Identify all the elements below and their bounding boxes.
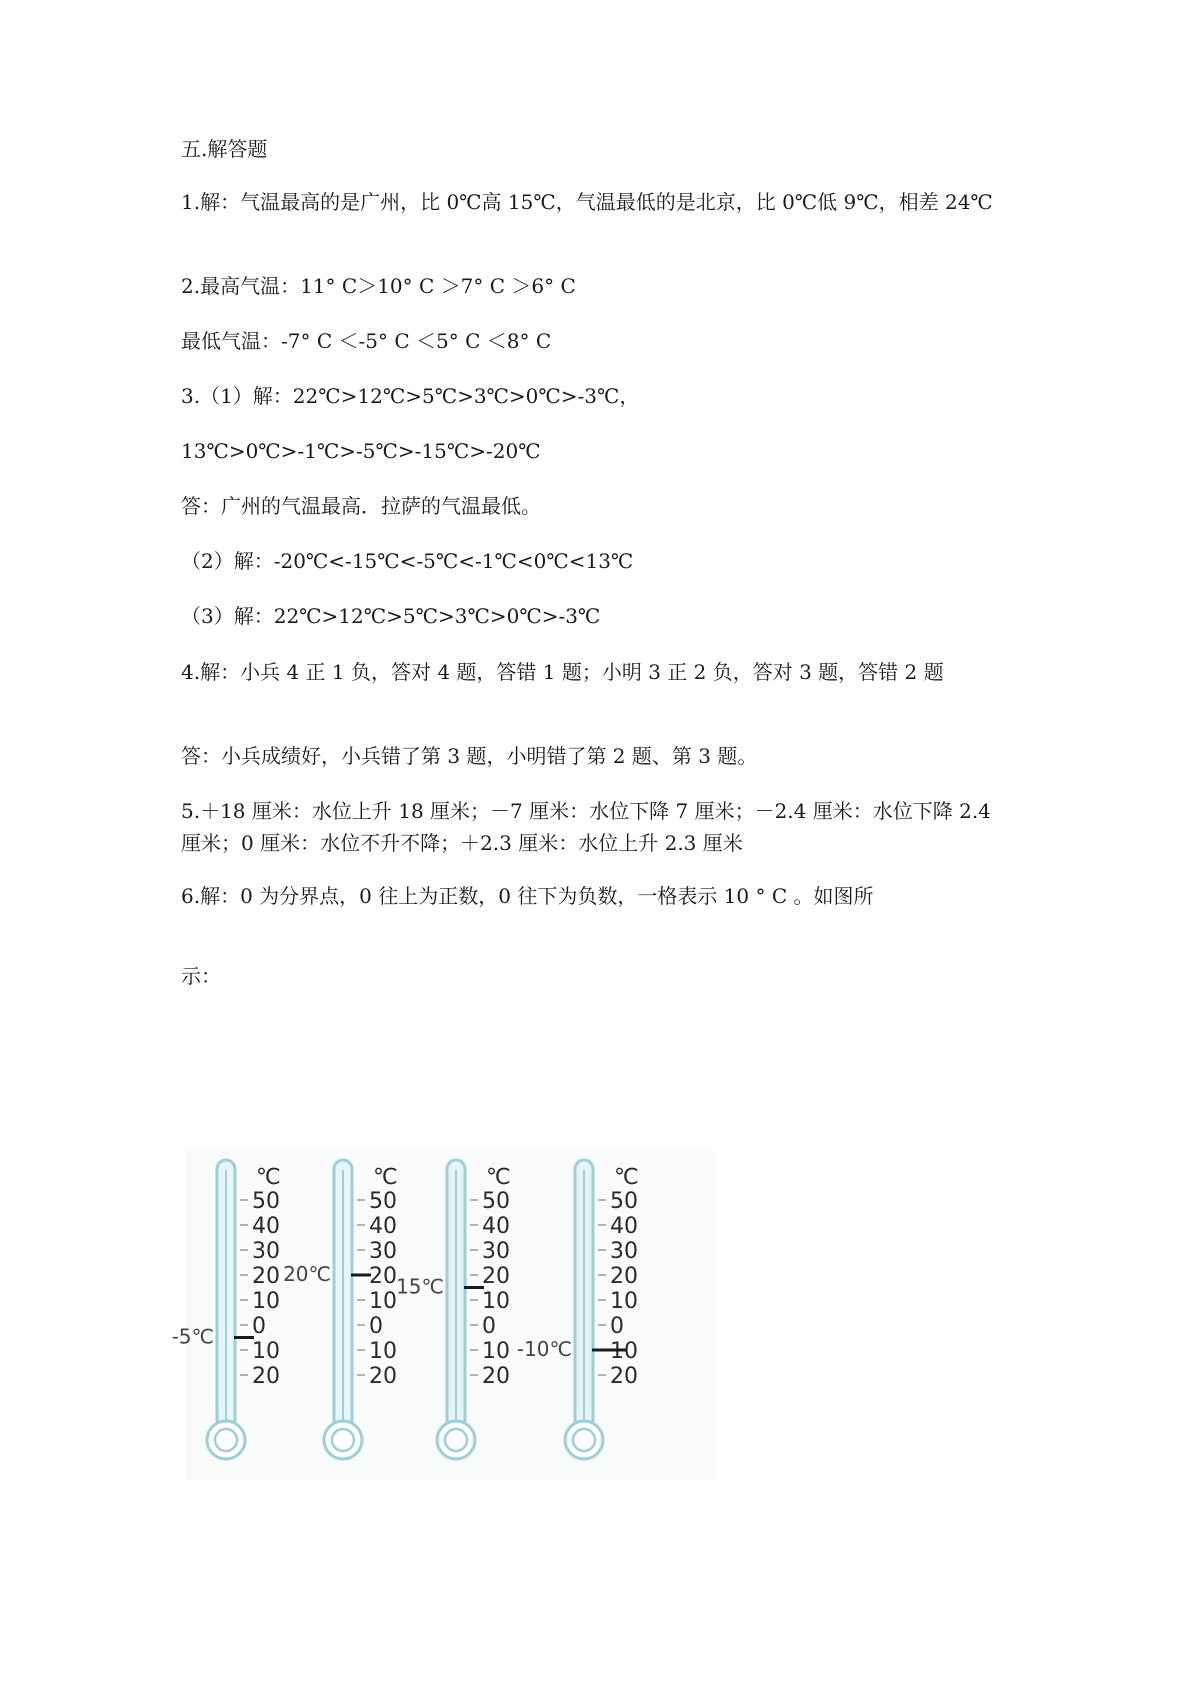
answer-3-1: 3.（1）解：22℃>12℃>5℃>3℃>0℃>-3℃， bbox=[181, 384, 640, 408]
thermometer-tick-label: 20 bbox=[610, 1364, 638, 1389]
answer-3-3: （3）解：22℃>12℃>5℃>3℃>0℃>-3℃ bbox=[181, 604, 601, 628]
thermometer-tick-label: 0 bbox=[252, 1314, 266, 1339]
thermometer-unit-label: ℃ bbox=[614, 1165, 639, 1190]
thermometer-bulb-inner bbox=[215, 1429, 237, 1451]
answer-3-2: （2）解：-20℃<-15℃<-5℃<-1℃<0℃<13℃ bbox=[181, 549, 634, 573]
answer-2-high: 2.最高气温：11° C＞10° C ＞7° C ＞6° C bbox=[181, 274, 576, 298]
answer-6-continued: 示： bbox=[181, 964, 221, 988]
thermometer-tick-label: 0 bbox=[482, 1314, 496, 1339]
thermometer-tick-label: 40 bbox=[482, 1214, 510, 1239]
answer-6: 6.解：0 为分界点，0 往上为正数，0 往下为负数，一格表示 10 ° C 。如图所 bbox=[181, 884, 874, 908]
thermometer-tick-label: 30 bbox=[369, 1239, 397, 1264]
thermometer-tick-label: 10 bbox=[369, 1339, 397, 1364]
thermometer-tick-label: 30 bbox=[610, 1239, 638, 1264]
thermometer-tick-label: 20 bbox=[252, 1264, 280, 1289]
thermometer-tick-label: 10 bbox=[610, 1289, 638, 1314]
thermometer-tick-label: 20 bbox=[252, 1364, 280, 1389]
answer-4-conclusion: 答：小兵成绩好，小兵错了第 3 题，小明错了第 2 题、第 3 题。 bbox=[181, 744, 758, 768]
thermometer-tick-label: 40 bbox=[252, 1214, 280, 1239]
thermometer-tick-label: 20 bbox=[482, 1264, 510, 1289]
section-title: 五.解答题 bbox=[181, 137, 268, 161]
thermometer-tick-label: 30 bbox=[252, 1239, 280, 1264]
answer-3-1-second: 13℃>0℃>-1℃>-5℃>-15℃>-20℃ bbox=[181, 439, 541, 463]
thermometer-reading-label: -5℃ bbox=[171, 1324, 214, 1349]
thermometer-tick-label: 20 bbox=[369, 1264, 397, 1289]
thermometer-tick-label: 10 bbox=[369, 1289, 397, 1314]
thermometer-unit-label: ℃ bbox=[256, 1165, 281, 1190]
thermometer-tick-label: 0 bbox=[369, 1314, 383, 1339]
thermometer-tick-label: 10 bbox=[252, 1289, 280, 1314]
thermometer-unit-label: ℃ bbox=[373, 1165, 398, 1190]
thermometer-figure bbox=[171, 1150, 716, 1480]
thermometer-bulb-inner bbox=[332, 1429, 354, 1451]
thermometer-tick-label: 40 bbox=[369, 1214, 397, 1239]
thermometer-tick-label: 10 bbox=[482, 1289, 510, 1314]
thermometer-bulb-inner bbox=[445, 1429, 467, 1451]
thermometer-tick-label: 50 bbox=[252, 1189, 280, 1214]
answer-5: 5.＋18 厘米：水位上升 18 厘米；－7 厘米：水位下降 7 厘米；－2.4 厘米：水位下降 2.4 厘米；0 厘米：水位不升不降；＋2.3 厘米：水位上升 2.3 厘米 bbox=[181, 799, 991, 855]
thermometer-tick-label: 10 bbox=[610, 1339, 638, 1364]
thermometer-tick-label: 30 bbox=[482, 1239, 510, 1264]
thermometer-unit-label: ℃ bbox=[486, 1165, 511, 1190]
thermometer-tick-label: 20 bbox=[369, 1364, 397, 1389]
thermometer-tick-label: 20 bbox=[482, 1364, 510, 1389]
answer-3-conclusion: 答：广州的气温最高．拉萨的气温最低。 bbox=[181, 494, 541, 518]
thermometer-tick-label: 20 bbox=[610, 1264, 638, 1289]
thermometer-tick-label: 50 bbox=[610, 1189, 638, 1214]
thermometer-tick-label: 10 bbox=[482, 1339, 510, 1364]
thermometer-bulb-inner bbox=[573, 1429, 595, 1451]
answer-2-low: 最低气温：-7° C ＜-5° C ＜5° C ＜8° C bbox=[181, 329, 552, 353]
thermometer-reading-label: -10℃ bbox=[516, 1337, 572, 1361]
thermometers-illustration bbox=[171, 1150, 716, 1480]
thermometer-tick-label: 0 bbox=[610, 1314, 624, 1339]
answer-1: 1.解：气温最高的是广州，比 0℃高 15℃，气温最低的是北京，比 0℃低 9℃，相差 24℃ bbox=[181, 190, 993, 214]
thermometer-tick-label: 40 bbox=[610, 1214, 638, 1239]
thermometer-tick-label: 50 bbox=[482, 1189, 510, 1214]
thermometer-tick-label: 10 bbox=[252, 1339, 280, 1364]
thermometer-tick-label: 50 bbox=[369, 1189, 397, 1214]
thermometer-reading-label: 15℃ bbox=[396, 1274, 444, 1299]
thermometer-reading-label: 20℃ bbox=[283, 1262, 331, 1286]
answer-4: 4.解：小兵 4 正 1 负，答对 4 题，答错 1 题；小明 3 正 2 负，答对 3 题，答错 2 题 bbox=[181, 660, 944, 684]
